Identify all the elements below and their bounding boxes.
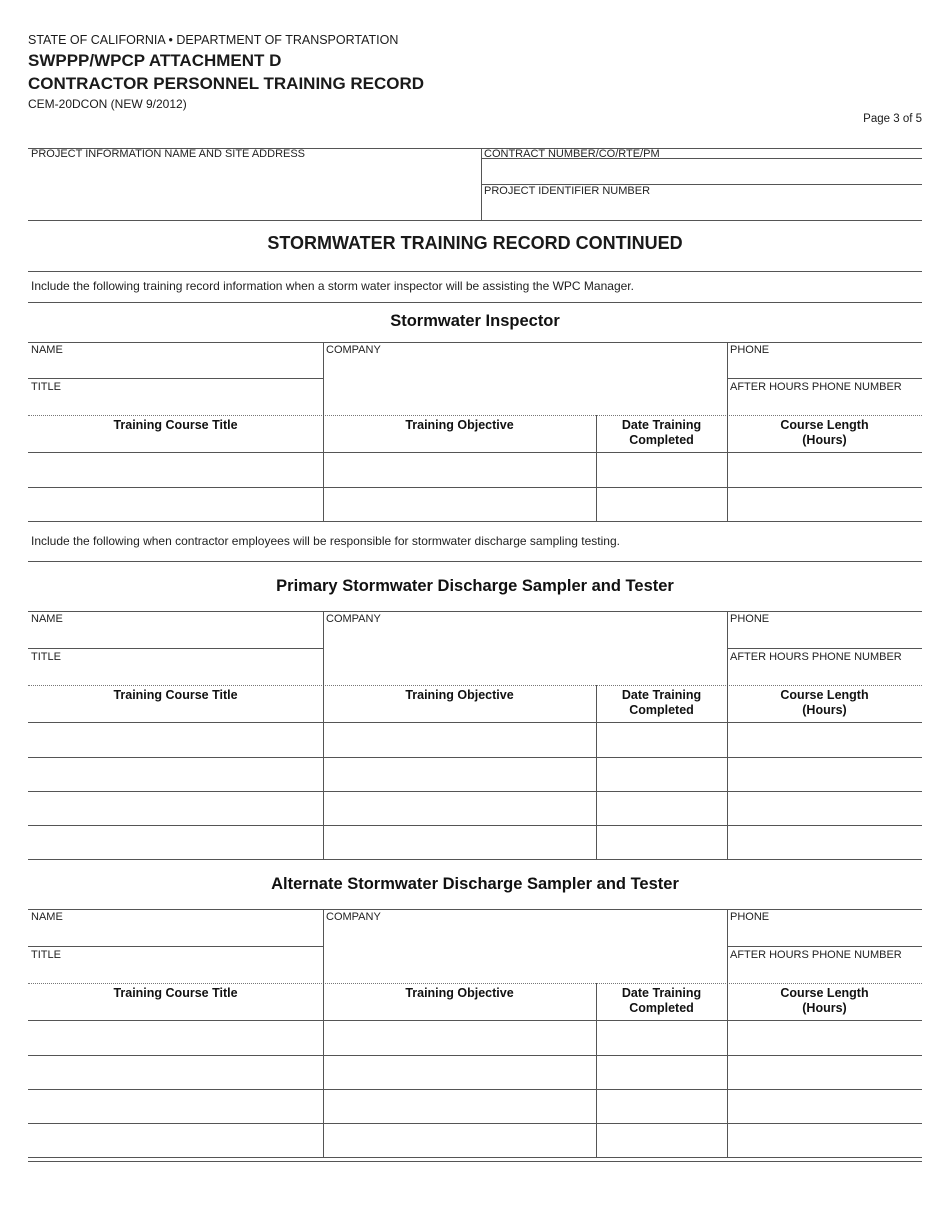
table-cell-course-length[interactable] [727,1021,922,1055]
company-field[interactable] [323,357,727,415]
company-label: COMPANY [326,344,381,356]
column-header-course-title: Training Course Title [113,688,238,702]
agency-line: STATE OF CALIFORNIA • DEPARTMENT OF TRANSPORTATION [28,33,399,47]
table-cell-course-length[interactable] [727,488,922,521]
table-cell-objective[interactable] [323,792,596,825]
table-cell-date-completed[interactable] [596,1021,727,1055]
table-cell-course-title[interactable] [28,488,323,521]
title-field[interactable] [28,394,323,415]
table-cell-course-length[interactable] [727,826,922,859]
table-cell-date-completed[interactable] [596,792,727,825]
page-number: Page 3 of 5 [863,113,922,125]
table-cell-date-completed[interactable] [596,488,727,521]
divider [28,983,922,984]
table-cell-course-length[interactable] [727,1090,922,1123]
project-identifier-label: PROJECT IDENTIFIER NUMBER [484,185,651,197]
table-cell-date-completed[interactable] [596,1056,727,1089]
main-title: STORMWATER TRAINING RECORD CONTINUED [267,233,683,253]
table-cell-date-completed[interactable] [596,453,727,487]
name-label: NAME [31,344,63,356]
table-cell-objective[interactable] [323,453,596,487]
divider [28,302,922,303]
table-cell-objective[interactable] [323,1021,596,1055]
after-hours-phone-label: AFTER HOURS PHONE NUMBER [730,381,902,393]
table-cell-objective[interactable] [323,758,596,791]
project-name-address-label: PROJECT INFORMATION NAME AND SITE ADDRESS [31,148,306,160]
divider [28,342,922,343]
divider [28,946,323,947]
column-header-course-title: Training Course Title [113,986,238,1000]
name-field[interactable] [28,357,323,378]
table-cell-course-title[interactable] [28,1090,323,1123]
title-label: TITLE [31,651,61,663]
table-cell-course-title[interactable] [28,723,323,757]
section-heading: Primary Stormwater Discharge Sampler and Tester [276,577,674,595]
column-header-date-completed: Date Training Completed [621,418,702,447]
after-hours-phone-label: AFTER HOURS PHONE NUMBER [730,949,902,961]
column-header-course-length: Course Length (Hours) [780,418,869,447]
table-cell-course-length[interactable] [727,723,922,757]
section-heading: Alternate Stormwater Discharge Sampler and Tester [271,875,679,893]
column-header-objective: Training Objective [405,688,514,702]
table-cell-course-length[interactable] [727,758,922,791]
table-cell-course-length[interactable] [727,792,922,825]
form-number: CEM-20DCON (NEW 9/2012) [28,97,187,111]
divider [727,648,922,649]
title-label: TITLE [31,381,61,393]
table-cell-course-title[interactable] [28,1056,323,1089]
table-cell-course-length[interactable] [727,453,922,487]
phone-field[interactable] [727,925,922,946]
column-header-date-completed: Date Training Completed [621,986,702,1015]
after-hours-phone-field[interactable] [727,962,922,983]
title-label: TITLE [31,949,61,961]
divider [28,415,922,416]
divider [28,1157,922,1158]
divider [727,946,922,947]
column-header-objective: Training Objective [405,986,514,1000]
table-cell-course-title[interactable] [28,1021,323,1055]
sampler-instruction: Include the following when contractor employees will be responsible for stormwater discharge sampling testing. [31,534,620,548]
divider [28,378,323,379]
column-header-objective: Training Objective [405,418,514,432]
contract-number-field[interactable] [481,159,922,184]
title-field[interactable] [28,664,323,685]
table-cell-objective[interactable] [323,826,596,859]
company-label: COMPANY [326,911,381,923]
phone-label: PHONE [730,613,770,625]
table-cell-course-title[interactable] [28,826,323,859]
divider [28,685,922,686]
company-label: COMPANY [326,613,381,625]
project-name-address-field[interactable] [28,160,481,220]
contract-number-label: CONTRACT NUMBER/CO/RTE/PM [484,148,660,160]
divider [727,378,922,379]
table-cell-date-completed[interactable] [596,1090,727,1123]
table-cell-date-completed[interactable] [596,826,727,859]
divider [28,1161,922,1162]
table-cell-objective[interactable] [323,488,596,521]
table-cell-course-title[interactable] [28,1124,323,1157]
table-cell-course-title[interactable] [28,453,323,487]
divider [28,648,323,649]
table-cell-objective[interactable] [323,1124,596,1157]
table-cell-date-completed[interactable] [596,723,727,757]
phone-label: PHONE [730,911,770,923]
after-hours-phone-field[interactable] [727,394,922,415]
table-cell-course-length[interactable] [727,1056,922,1089]
divider [28,859,922,860]
form-title-line-2: CONTRACTOR PERSONNEL TRAINING RECORD [28,74,425,93]
inspector-instruction: Include the following training record information when a storm water inspector will be assisting the WPC Manager. [31,279,634,293]
table-cell-date-completed[interactable] [596,1124,727,1157]
divider [28,521,922,522]
phone-field[interactable] [727,357,922,378]
form-title-line-1: SWPPP/WPCP ATTACHMENT D [28,51,282,70]
table-cell-course-title[interactable] [28,792,323,825]
table-cell-date-completed[interactable] [596,758,727,791]
column-header-course-length: Course Length (Hours) [780,688,869,717]
divider [28,909,922,910]
divider [28,220,922,221]
name-field[interactable] [28,627,323,648]
after-hours-phone-label: AFTER HOURS PHONE NUMBER [730,651,902,663]
column-header-date-completed: Date Training Completed [621,688,702,717]
name-field[interactable] [28,925,323,946]
name-label: NAME [31,911,63,923]
after-hours-phone-field[interactable] [727,664,922,685]
project-identifier-field[interactable] [481,198,922,220]
table-cell-objective[interactable] [323,1090,596,1123]
column-header-course-title: Training Course Title [113,418,238,432]
divider [28,561,922,562]
table-cell-course-length[interactable] [727,1124,922,1157]
table-cell-course-title[interactable] [28,758,323,791]
section-heading: Stormwater Inspector [390,312,560,330]
divider [28,271,922,272]
divider [28,611,922,612]
form-header [28,32,424,112]
phone-label: PHONE [730,344,770,356]
company-field[interactable] [323,925,727,983]
column-header-course-length: Course Length (Hours) [780,986,869,1015]
company-field[interactable] [323,627,727,685]
name-label: NAME [31,613,63,625]
table-cell-objective[interactable] [323,723,596,757]
phone-field[interactable] [727,627,922,648]
table-cell-objective[interactable] [323,1056,596,1089]
title-field[interactable] [28,962,323,983]
